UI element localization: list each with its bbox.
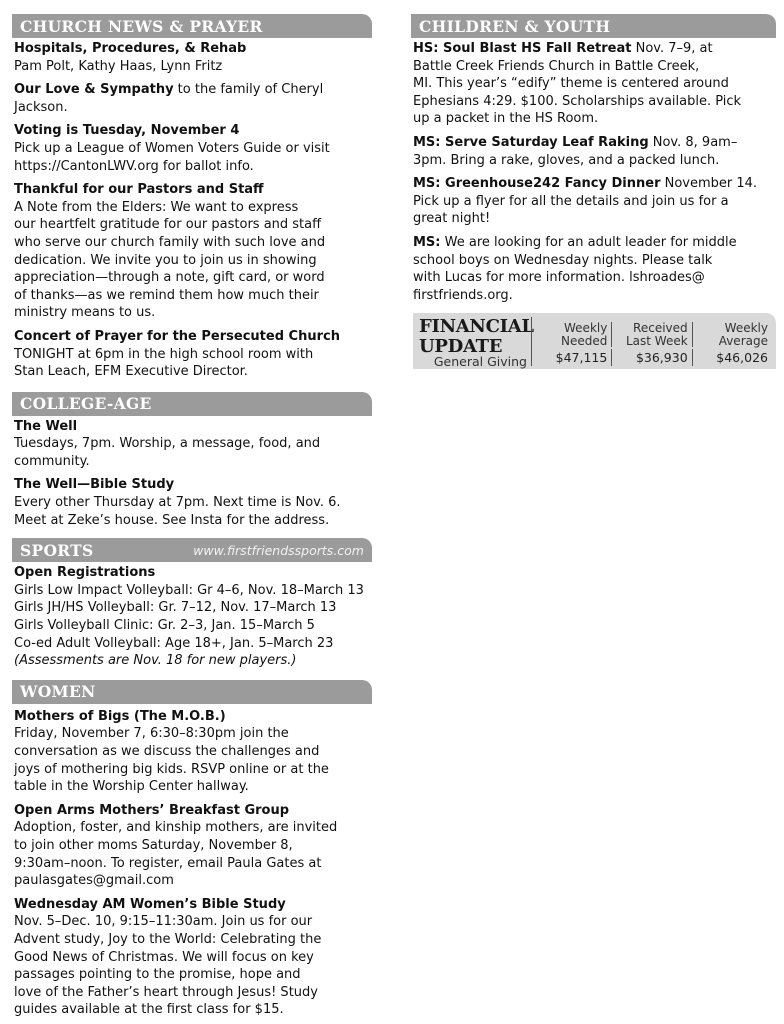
- item-text: 9:30am–noon. To register, email Paula Gates at: [14, 855, 322, 871]
- item-text: November 14.: [660, 176, 758, 192]
- item-text: Nov. 7–9, at: [631, 41, 713, 56]
- item-text: Girls Low Impact Volleyball: Gr 4–6, Nov. 18–March 13: [14, 582, 364, 598]
- item-text: 3pm. Bring a rake, gloves, and a packed lunch.: [413, 152, 720, 168]
- item-text: with Lucas for more information. lshroades@: [413, 270, 705, 286]
- item-text: MI. This year’s “edify” theme is centered around: [413, 76, 729, 92]
- section-title: WOMEN: [20, 682, 96, 702]
- item-text: Jackson.: [14, 99, 68, 115]
- women-item: [14, 708, 372, 796]
- value-weekly-needed: $47,115: [555, 350, 608, 366]
- item-text: love of the Father’s heart through Jesus! Study: [14, 984, 318, 1000]
- item-text: Girls JH/HS Volleyball: Gr. 7–12, Nov. 17–March 13: [14, 600, 337, 616]
- value-received-last-week: $36,930: [611, 349, 691, 366]
- section-title: CHURCH NEWS & PRAYER: [20, 16, 263, 36]
- item-heading: Voting is Tuesday, November 4: [14, 123, 240, 139]
- item-text: https://CantonLWV.org for ballot info.: [14, 158, 254, 174]
- item-text: Battle Creek Friends Church in Battle Creek,: [413, 58, 700, 74]
- item-text: TONIGHT at 6pm in the high school room with: [14, 346, 314, 362]
- item-heading: The Well: [14, 418, 78, 434]
- item-text: school boys on Wednesday nights. Please talk: [413, 252, 713, 268]
- item-text: Pam Polt, Kathy Haas, Lynn Fritz: [14, 58, 223, 74]
- item-text: joys of mothering big kids. RSVP online or at the: [14, 761, 329, 777]
- item-text: Girls Volleyball Clinic: Gr. 2–3, Jan. 15–March 5: [14, 618, 315, 634]
- item-text: Co-ed Adult Volleyball: Age 18+, Jan. 5–March 23: [14, 635, 334, 651]
- item-text: Tuesdays, 7pm. Worship, a message, food, and: [14, 436, 321, 452]
- item-heading: HS: Soul Blast HS Fall Retreat: [413, 41, 632, 56]
- item-heading: Thankful for our Pastors and Staff: [14, 182, 264, 198]
- item-text: paulasgates@gmail.com: [14, 873, 174, 889]
- item-text: appreciation—through a note, gift card, or word: [14, 270, 325, 286]
- item-text: dedication. We invite you to join us in showing: [14, 252, 317, 268]
- financial-title-line: FINANCIAL: [419, 316, 534, 338]
- item-text: our heartfelt gratitude for our pastors and staff: [14, 217, 322, 233]
- section-header-women: [12, 680, 372, 704]
- item-text: Good News of Christmas. We will focus on key: [14, 949, 314, 965]
- news-item: [14, 328, 372, 381]
- sports-item: [14, 564, 372, 670]
- item-text: Every other Thursday at 7pm. Next time is Nov. 6.: [14, 495, 341, 511]
- item-text: Meet at Zeke’s house. See Insta for the address.: [14, 512, 330, 528]
- news-item: [14, 122, 372, 175]
- col-header-weekly-needed: Weekly Needed: [560, 321, 608, 348]
- item-text: Adoption, foster, and kinship mothers, are invited: [14, 820, 338, 836]
- item-text: Friday, November 7, 6:30–8:30pm join the: [14, 726, 289, 742]
- item-text: Pick up a League of Women Voters Guide or visit: [14, 140, 330, 156]
- item-heading: Wednesday AM Women’s Bible Study: [14, 896, 286, 912]
- section-title: COLLEGE-AGE: [20, 394, 152, 414]
- item-text: up a packet in the HS Room.: [413, 111, 599, 127]
- women-item: [14, 802, 372, 890]
- section-title: CHILDREN & YOUTH: [419, 16, 611, 36]
- section-header-college-age: [12, 392, 372, 416]
- section-header-children-youth: [411, 14, 776, 38]
- left-column: [12, 0, 372, 1019]
- item-text: Ephesians 4:29. $100. Scholarships available. Pick: [413, 93, 742, 109]
- item-heading: Concert of Prayer for the Persecuted Church: [14, 328, 340, 344]
- financial-data-row: [532, 349, 772, 366]
- section-header-sports: [12, 538, 372, 562]
- item-text: Nov. 8, 9am–: [648, 134, 738, 150]
- item-text: to the family of Cheryl: [173, 82, 324, 98]
- item-text: firstfriends.org.: [413, 287, 513, 303]
- item-heading: The Well—Bible Study: [14, 477, 175, 493]
- value-weekly-average: $46,026: [692, 349, 772, 366]
- item-heading: Hospitals, Procedures, & Rehab: [14, 41, 247, 56]
- col-header-received-last-week: Received Last Week: [611, 322, 691, 347]
- youth-item: [413, 40, 776, 128]
- item-heading: MS: Serve Saturday Leaf Raking: [413, 134, 649, 150]
- item-text: Advent study, Joy to the World: Celebrating the: [14, 931, 322, 947]
- item-note: (Assessments are Nov. 18 for new players.): [14, 653, 297, 669]
- youth-item: [413, 175, 776, 228]
- news-item: [14, 81, 372, 116]
- item-text: great night!: [413, 211, 491, 227]
- news-item: [14, 181, 372, 322]
- right-column: [411, 0, 776, 369]
- financial-header-row: [532, 317, 772, 347]
- item-text: We are looking for an adult leader for middle: [440, 234, 737, 250]
- item-text: passages pointing to the promise, hope and: [14, 967, 301, 983]
- section-header-church-news: [12, 14, 372, 38]
- sports-website-link[interactable]: www.firstfriendssports.com: [193, 542, 364, 558]
- youth-item: [413, 134, 776, 169]
- section-title: SPORTS: [20, 540, 94, 560]
- item-text: guides available at the first class for $15.: [14, 1002, 284, 1018]
- col-header-weekly-average: Weekly Average: [692, 322, 772, 347]
- item-heading: Mothers of Bigs (The M.O.B.): [14, 708, 226, 724]
- item-text: table in the Worship Center hallway.: [14, 779, 249, 795]
- financial-title-line: UPDATE: [419, 336, 503, 358]
- item-text: A Note from the Elders: We want to express: [14, 199, 299, 215]
- item-text: to join other moms Saturday, November 8,: [14, 837, 293, 853]
- item-text: conversation as we discuss the challenges and: [14, 744, 320, 759]
- item-text: Nov. 5–Dec. 10, 9:15–11:30am. Join us for our: [14, 914, 313, 930]
- college-item: [14, 418, 372, 471]
- item-text: Pick up a flyer for all the details and join us for a: [413, 193, 729, 209]
- item-text: ministry means to us.: [14, 305, 156, 321]
- item-text: of thanks—as we remind them how much their: [14, 287, 319, 303]
- news-item: [14, 40, 372, 75]
- item-text: who serve our church family with such love and: [14, 234, 326, 250]
- item-text: community.: [14, 453, 90, 469]
- item-heading: MS:: [413, 234, 441, 250]
- item-heading: MS: Greenhouse242 Fancy Dinner: [413, 176, 661, 192]
- youth-item: [413, 234, 776, 304]
- item-heading: Our Love & Sympathy: [14, 82, 174, 98]
- item-heading: Open Arms Mothers’ Breakfast Group: [14, 802, 290, 818]
- item-text: Stan Leach, EFM Executive Director.: [14, 364, 248, 380]
- women-item: [14, 896, 372, 1019]
- item-heading: Open Registrations: [14, 565, 156, 581]
- financial-row-label: General Giving: [433, 354, 527, 369]
- financial-table: [531, 317, 772, 366]
- college-item: [14, 476, 372, 529]
